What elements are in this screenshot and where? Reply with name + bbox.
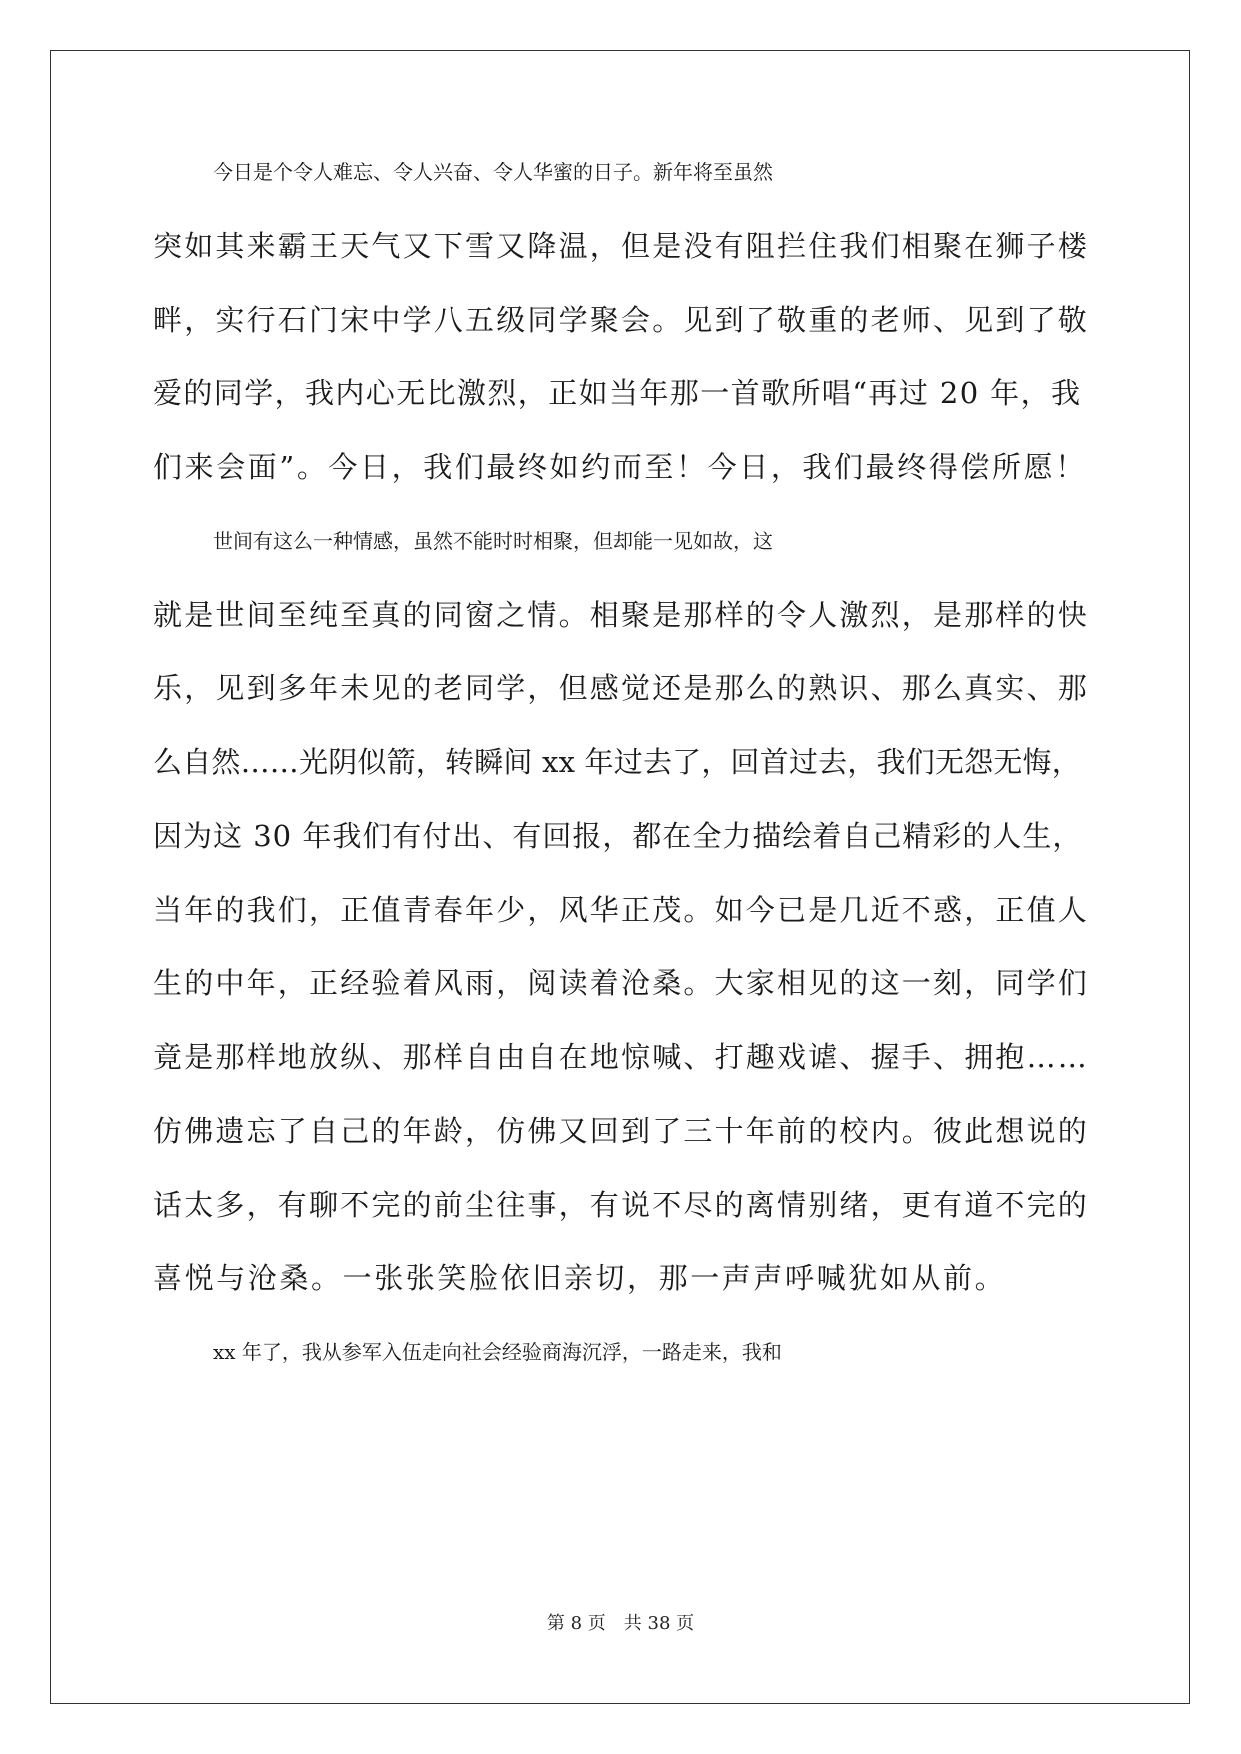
- text-line: 生的中年，正经验着风雨，阅读着沧桑。大家相见的这一刻，同学们: [153, 966, 1090, 1000]
- text-line: 们来会面”。今日，我们最终如约而至！今日，我们最终得偿所愿！: [153, 450, 1087, 484]
- text-line: 当年的我们，正值青春年少，风华正茂。如今已是几近不惑，正值人: [153, 893, 1090, 927]
- text-line: 喜悦与沧桑。一张张笑脸依旧亲切，那一声声呼喊犹如从前。: [153, 1261, 1007, 1295]
- text-line: 就是世间至纯至真的同窗之情。相聚是那样的令人激烈，是那样的快: [153, 598, 1090, 632]
- text-line: 畔，实行石门宋中学八五级同学聚会。见到了敬重的老师、见到了敬: [153, 303, 1090, 337]
- page-border: [50, 50, 1190, 1704]
- text-line: 竟是那样地放纵、那样自由自在地惊喊、打趣戏谑、握手、拥抱……: [153, 1040, 1090, 1074]
- text-line: 爱的同学，我内心无比激烈，正如当年那一首歌所唱“再过 20 年，我: [153, 376, 1082, 410]
- text-line: 因为这 30 年我们有付出、有回报，都在全力描绘着自己精彩的人生，: [153, 819, 1083, 853]
- page-number-footer: 第 8 页 共 38 页: [546, 1613, 695, 1634]
- text-line: 话太多，有聊不完的前尘往事，有说不尽的离情别绪，更有道不完的: [153, 1188, 1090, 1222]
- text-line: 突如其来霸王天气又下雪又降温，但是没有阻拦住我们相聚在狮子楼: [153, 229, 1090, 263]
- text-line: 今日是个令人难忘、令人兴奋、令人华蜜的日子。新年将至虽然: [213, 160, 773, 184]
- text-line: 么自然……光阴似箭，转瞬间 xx 年过去了，回首过去，我们无怨无悔，: [153, 745, 1081, 779]
- text-line: xx 年了，我从参军入伍走向社会经验商海沉浮，一路走来，我和: [213, 1340, 782, 1364]
- text-line: 仿佛遗忘了自己的年龄，仿佛又回到了三十年前的校内。彼此想说的: [153, 1114, 1090, 1148]
- text-line: 乐，见到多年未见的老同学，但感觉还是那么的熟识、那么真实、那: [153, 671, 1090, 705]
- text-line: 世间有这么一种情感，虽然不能时时相聚，但却能一见如故，这: [213, 529, 773, 553]
